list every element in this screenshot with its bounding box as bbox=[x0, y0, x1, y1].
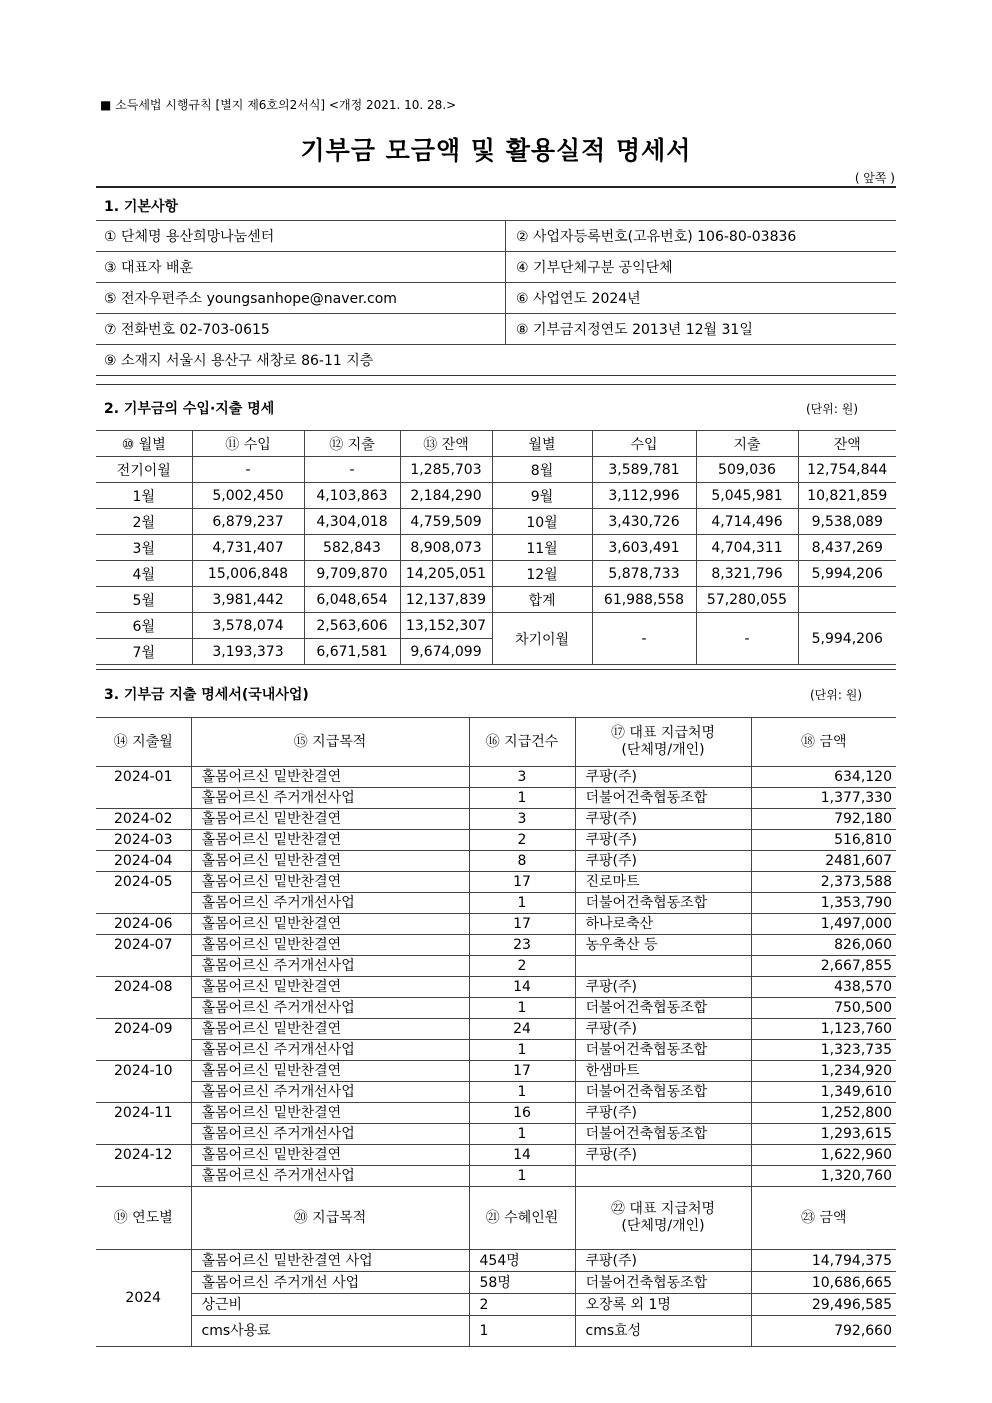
purpose: 홀몸어르신 밑반찬결연 bbox=[191, 914, 469, 935]
income-row bbox=[96, 587, 896, 613]
expense-2: 5,045,981 bbox=[696, 483, 798, 509]
count: 1 bbox=[469, 998, 575, 1019]
expense-month bbox=[96, 788, 191, 809]
purpose: 홀몸어르신 주거개선사업 bbox=[191, 1040, 469, 1061]
recipient bbox=[575, 956, 751, 977]
balance: 13,152,307 bbox=[400, 613, 492, 639]
count: 1 bbox=[469, 893, 575, 914]
amount: 826,060 bbox=[751, 935, 896, 956]
beneficiaries: 454명 bbox=[469, 1250, 575, 1272]
income-expense-table bbox=[96, 430, 896, 665]
recipient: 더불어건축협동조합 bbox=[575, 1124, 751, 1145]
recipient: 쿠팡(주) bbox=[575, 1103, 751, 1124]
expense-row bbox=[96, 1061, 896, 1082]
amount: 1,497,000 bbox=[751, 914, 896, 935]
income: - bbox=[192, 457, 304, 483]
carry-forward-expense: - bbox=[696, 613, 798, 665]
count: 2 bbox=[469, 830, 575, 851]
year-amount: 792,660 bbox=[751, 1316, 896, 1347]
income-2: 3,603,491 bbox=[592, 535, 696, 561]
amount: 516,810 bbox=[751, 830, 896, 851]
header-balance-2: 잔액 bbox=[798, 431, 896, 457]
expense-month: 2024-07 bbox=[96, 935, 191, 956]
expense-month bbox=[96, 998, 191, 1019]
amount: 1,123,760 bbox=[751, 1019, 896, 1040]
purpose: 홀몸어르신 밑반찬결연 bbox=[191, 977, 469, 998]
amount: 792,180 bbox=[751, 809, 896, 830]
month-2: 합계 bbox=[492, 587, 592, 613]
purpose: 홀몸어르신 밑반찬결연 bbox=[191, 872, 469, 893]
income-2: 3,112,996 bbox=[592, 483, 696, 509]
expense-2: 8,321,796 bbox=[696, 561, 798, 587]
recipient: 쿠팡(주) bbox=[575, 809, 751, 830]
year-amount: 14,794,375 bbox=[751, 1250, 896, 1272]
expense-row bbox=[96, 1145, 896, 1166]
expense-row bbox=[96, 956, 896, 977]
email: ⑤ 전자우편주소 youngsanhope@naver.com bbox=[96, 283, 506, 314]
expense-row bbox=[96, 1166, 896, 1187]
expense-row bbox=[96, 788, 896, 809]
year-summary-row bbox=[96, 1316, 896, 1347]
purpose: 홀몸어르신 밑반찬결연 bbox=[191, 1103, 469, 1124]
balance-2: 8,437,269 bbox=[798, 535, 896, 561]
month: 전기이월 bbox=[96, 457, 192, 483]
expense-2: 4,704,311 bbox=[696, 535, 798, 561]
balance: 12,137,839 bbox=[400, 587, 492, 613]
carry-forward-label: 차기이월 bbox=[492, 613, 592, 665]
amount: 1,349,610 bbox=[751, 1082, 896, 1103]
amount: 1,323,735 bbox=[751, 1040, 896, 1061]
expense-row bbox=[96, 914, 896, 935]
carry-forward-balance: 5,994,206 bbox=[798, 613, 896, 665]
year-recipient: 오장록 외 1명 bbox=[575, 1294, 751, 1316]
recipient: 더불어건축협동조합 bbox=[575, 893, 751, 914]
year-summary-row bbox=[96, 1272, 896, 1294]
income-2: 61,988,558 bbox=[592, 587, 696, 613]
amount: 750,500 bbox=[751, 998, 896, 1019]
income: 3,578,074 bbox=[192, 613, 304, 639]
expense-2: 509,036 bbox=[696, 457, 798, 483]
expense-row bbox=[96, 1040, 896, 1061]
balance-2: 10,821,859 bbox=[798, 483, 896, 509]
income-row bbox=[96, 561, 896, 587]
purpose: 홀몸어르신 밑반찬결연 bbox=[191, 809, 469, 830]
count: 1 bbox=[469, 1166, 575, 1187]
expense-row bbox=[96, 809, 896, 830]
recipient: 쿠팡(주) bbox=[575, 767, 751, 788]
header-month-2: 월별 bbox=[492, 431, 592, 457]
expense: 4,304,018 bbox=[304, 509, 400, 535]
purpose: 홀몸어르신 밑반찬결연 bbox=[191, 851, 469, 872]
beneficiaries: 1 bbox=[469, 1316, 575, 1347]
month-2: 8월 bbox=[492, 457, 592, 483]
designation-year: ⑧ 기부금지정연도 2013년 12월 31일 bbox=[506, 314, 897, 345]
purpose: 홀몸어르신 밑반찬결연 bbox=[191, 1145, 469, 1166]
header-beneficiaries: ㉑ 수혜인원 bbox=[469, 1187, 575, 1250]
purpose: 홀몸어르신 밑반찬결연 bbox=[191, 830, 469, 851]
income-2: 5,878,733 bbox=[592, 561, 696, 587]
balance-2: 5,994,206 bbox=[798, 561, 896, 587]
income: 15,006,848 bbox=[192, 561, 304, 587]
balance: 4,759,509 bbox=[400, 509, 492, 535]
header-expense-month: ⑭ 지출월 bbox=[96, 718, 191, 767]
basic-info-table bbox=[96, 220, 896, 376]
year-amount: 10,686,665 bbox=[751, 1272, 896, 1294]
org-category: ④ 기부단체구분 공익단체 bbox=[506, 252, 897, 283]
count: 3 bbox=[469, 767, 575, 788]
count: 16 bbox=[469, 1103, 575, 1124]
amount: 2,667,855 bbox=[751, 956, 896, 977]
header-year-purpose: ⑳ 지급목적 bbox=[191, 1187, 469, 1250]
expense-row bbox=[96, 1082, 896, 1103]
expense: 2,563,606 bbox=[304, 613, 400, 639]
header-income-2: 수입 bbox=[592, 431, 696, 457]
amount: 1,234,920 bbox=[751, 1061, 896, 1082]
income: 6,879,237 bbox=[192, 509, 304, 535]
expense-row bbox=[96, 767, 896, 788]
count: 14 bbox=[469, 977, 575, 998]
recipient: 쿠팡(주) bbox=[575, 830, 751, 851]
expense-2: 4,714,496 bbox=[696, 509, 798, 535]
year-purpose: 홀몸어르신 주거개선 사업 bbox=[191, 1272, 469, 1294]
amount: 438,570 bbox=[751, 977, 896, 998]
month: 4월 bbox=[96, 561, 192, 587]
recipient: 쿠팡(주) bbox=[575, 851, 751, 872]
recipient: 하나로축산 bbox=[575, 914, 751, 935]
count: 17 bbox=[469, 872, 575, 893]
month-2: 9월 bbox=[492, 483, 592, 509]
expense-detail-table bbox=[96, 717, 896, 1347]
section2-unit: (단위: 원) bbox=[806, 402, 858, 416]
representative: ③ 대표자 배훈 bbox=[96, 252, 506, 283]
expense-header-row bbox=[96, 718, 896, 767]
count: 2 bbox=[469, 956, 575, 977]
header-year-recipient: ㉒ 대표 지급처명 (단체명/개인) bbox=[575, 1187, 751, 1250]
month-2: 11월 bbox=[492, 535, 592, 561]
purpose: 홀몸어르신 밑반찬결연 bbox=[191, 1019, 469, 1040]
year-amount: 29,496,585 bbox=[751, 1294, 896, 1316]
purpose: 홀몸어르신 주거개선사업 bbox=[191, 1082, 469, 1103]
expense-row bbox=[96, 1019, 896, 1040]
count: 23 bbox=[469, 935, 575, 956]
income: 3,193,373 bbox=[192, 639, 304, 665]
year-summary-row bbox=[96, 1250, 896, 1272]
year-purpose: 홀몸어르신 밑반찬결연 사업 bbox=[191, 1250, 469, 1272]
expense-month: 2024-01 bbox=[96, 767, 191, 788]
expense-month: 2024-04 bbox=[96, 851, 191, 872]
recipient: 쿠팡(주) bbox=[575, 977, 751, 998]
purpose: 홀몸어르신 주거개선사업 bbox=[191, 998, 469, 1019]
purpose: 홀몸어르신 밑반찬결연 bbox=[191, 1061, 469, 1082]
income: 5,002,450 bbox=[192, 483, 304, 509]
carry-forward-income: - bbox=[592, 613, 696, 665]
header-purpose: ⑮ 지급목적 bbox=[191, 718, 469, 767]
expense-row bbox=[96, 998, 896, 1019]
expense-month: 2024-05 bbox=[96, 872, 191, 893]
month-2: 10월 bbox=[492, 509, 592, 535]
header-recipient: ⑰ 대표 지급처명 (단체명/개인) bbox=[575, 718, 751, 767]
header-year-amount: ㉓ 금액 bbox=[751, 1187, 896, 1250]
business-year: ⑥ 사업연도 2024년 bbox=[506, 283, 897, 314]
recipient: 더불어건축협동조합 bbox=[575, 788, 751, 809]
month: 1월 bbox=[96, 483, 192, 509]
amount: 1,377,330 bbox=[751, 788, 896, 809]
header-balance: ⑬ 잔액 bbox=[400, 431, 492, 457]
expense-row bbox=[96, 935, 896, 956]
recipient: 쿠팡(주) bbox=[575, 1019, 751, 1040]
expense-month: 2024-09 bbox=[96, 1019, 191, 1040]
amount: 2,373,588 bbox=[751, 872, 896, 893]
purpose: 홀몸어르신 주거개선사업 bbox=[191, 1124, 469, 1145]
recipient: 농우축산 등 bbox=[575, 935, 751, 956]
month: 3월 bbox=[96, 535, 192, 561]
expense: 6,671,581 bbox=[304, 639, 400, 665]
section3-title: 3. 기부금 지출 명세서(국내사업) bbox=[104, 687, 309, 703]
balance: 1,285,703 bbox=[400, 457, 492, 483]
income-row bbox=[96, 535, 896, 561]
count: 17 bbox=[469, 1061, 575, 1082]
expense-month: 2024-03 bbox=[96, 830, 191, 851]
expense-month bbox=[96, 1124, 191, 1145]
amount: 1,622,960 bbox=[751, 1145, 896, 1166]
count: 1 bbox=[469, 788, 575, 809]
count: 14 bbox=[469, 1145, 575, 1166]
expense-month: 2024-08 bbox=[96, 977, 191, 998]
expense-month: 2024-06 bbox=[96, 914, 191, 935]
purpose: 홀몸어르신 밑반찬결연 bbox=[191, 935, 469, 956]
recipient: 한샘마트 bbox=[575, 1061, 751, 1082]
front-side-label: ( 앞쪽 ) bbox=[854, 171, 895, 185]
section3-unit: (단위: 원) bbox=[810, 688, 862, 702]
header-count: ⑯ 지급건수 bbox=[469, 718, 575, 767]
income-2: 3,589,781 bbox=[592, 457, 696, 483]
income-row bbox=[96, 509, 896, 535]
month: 6월 bbox=[96, 613, 192, 639]
recipient bbox=[575, 1166, 751, 1187]
purpose: 홀몸어르신 주거개선사업 bbox=[191, 788, 469, 809]
count: 8 bbox=[469, 851, 575, 872]
expense: 6,048,654 bbox=[304, 587, 400, 613]
recipient: 쿠팡(주) bbox=[575, 1145, 751, 1166]
amount: 1,252,800 bbox=[751, 1103, 896, 1124]
header-expense: ⑫ 지출 bbox=[304, 431, 400, 457]
balance-2: 9,538,089 bbox=[798, 509, 896, 535]
year-recipient: 더불어건축협동조합 bbox=[575, 1272, 751, 1294]
beneficiaries: 58명 bbox=[469, 1272, 575, 1294]
expense-row bbox=[96, 1124, 896, 1145]
balance: 14,205,051 bbox=[400, 561, 492, 587]
org-name: ① 단체명 용산희망나눔센터 bbox=[96, 221, 506, 252]
header-income: ⑪ 수입 bbox=[192, 431, 304, 457]
recipient: 더불어건축협동조합 bbox=[575, 1040, 751, 1061]
income-2: 3,430,726 bbox=[592, 509, 696, 535]
year-summary-row bbox=[96, 1294, 896, 1316]
purpose: 홀몸어르신 주거개선사업 bbox=[191, 893, 469, 914]
registration-number: ② 사업자등록번호(고유번호) 106-80-03836 bbox=[506, 221, 897, 252]
header-year: ⑲ 연도별 bbox=[96, 1187, 191, 1250]
income-row bbox=[96, 483, 896, 509]
phone-number: ⑦ 전화번호 02-703-0615 bbox=[96, 314, 506, 345]
header-amount: ⑱ 금액 bbox=[751, 718, 896, 767]
expense: - bbox=[304, 457, 400, 483]
expense: 9,709,870 bbox=[304, 561, 400, 587]
amount: 1,353,790 bbox=[751, 893, 896, 914]
income-row-6 bbox=[96, 613, 896, 639]
count: 1 bbox=[469, 1082, 575, 1103]
expense-month bbox=[96, 1166, 191, 1187]
year-recipient: cms효성 bbox=[575, 1316, 751, 1347]
expense-row bbox=[96, 872, 896, 893]
expense-row bbox=[96, 977, 896, 998]
section2-title: 2. 기부금의 수입·지출 명세 bbox=[104, 401, 275, 417]
recipient: 더불어건축협동조합 bbox=[575, 998, 751, 1019]
count: 24 bbox=[469, 1019, 575, 1040]
recipient: 더불어건축협동조합 bbox=[575, 1082, 751, 1103]
income: 3,981,442 bbox=[192, 587, 304, 613]
income-row bbox=[96, 457, 896, 483]
month: 7월 bbox=[96, 639, 192, 665]
expense-month: 2024-02 bbox=[96, 809, 191, 830]
page-title: 기부금 모금액 및 활용실적 명세서 bbox=[300, 136, 692, 165]
expense-month bbox=[96, 893, 191, 914]
expense-month: 2024-10 bbox=[96, 1061, 191, 1082]
expense: 582,843 bbox=[304, 535, 400, 561]
count: 1 bbox=[469, 1040, 575, 1061]
year-purpose: 상근비 bbox=[191, 1294, 469, 1316]
expense-month bbox=[96, 1082, 191, 1103]
form-reference-note: ■ 소득세법 시행규칙 [별지 제6호의2서식] <개정 2021. 10. 28.> bbox=[100, 98, 457, 112]
beneficiaries: 2 bbox=[469, 1294, 575, 1316]
year-purpose: cms사용료 bbox=[191, 1316, 469, 1347]
recipient: 진로마트 bbox=[575, 872, 751, 893]
header-month: ⑩ 월별 bbox=[96, 431, 192, 457]
month-2: 12월 bbox=[492, 561, 592, 587]
purpose: 홀몸어르신 주거개선사업 bbox=[191, 1166, 469, 1187]
expense-2: 57,280,055 bbox=[696, 587, 798, 613]
expense-month: 2024-11 bbox=[96, 1103, 191, 1124]
expense-row bbox=[96, 830, 896, 851]
amount: 2481,607 bbox=[751, 851, 896, 872]
expense-month: 2024-12 bbox=[96, 1145, 191, 1166]
expense-row bbox=[96, 1103, 896, 1124]
count: 1 bbox=[469, 1124, 575, 1145]
amount: 634,120 bbox=[751, 767, 896, 788]
income: 4,731,407 bbox=[192, 535, 304, 561]
count: 17 bbox=[469, 914, 575, 935]
expense-row bbox=[96, 851, 896, 872]
expense-month bbox=[96, 956, 191, 977]
month: 5월 bbox=[96, 587, 192, 613]
purpose: 홀몸어르신 주거개선사업 bbox=[191, 956, 469, 977]
header-expense-2: 지출 bbox=[696, 431, 798, 457]
amount: 1,320,760 bbox=[751, 1166, 896, 1187]
balance: 9,674,099 bbox=[400, 639, 492, 665]
purpose: 홀몸어르신 밑반찬결연 bbox=[191, 767, 469, 788]
section1-title: 1. 기본사항 bbox=[104, 199, 179, 215]
expense-row bbox=[96, 893, 896, 914]
income-header-row bbox=[96, 431, 896, 457]
year-header-row bbox=[96, 1187, 896, 1250]
count: 3 bbox=[469, 809, 575, 830]
expense: 4,103,863 bbox=[304, 483, 400, 509]
month: 2월 bbox=[96, 509, 192, 535]
balance-2: 12,754,844 bbox=[798, 457, 896, 483]
balance: 8,908,073 bbox=[400, 535, 492, 561]
expense-month bbox=[96, 1040, 191, 1061]
balance-2 bbox=[798, 587, 896, 613]
year-recipient: 쿠팡(주) bbox=[575, 1250, 751, 1272]
address: ⑨ 소재지 서울시 용산구 새창로 86-11 지층 bbox=[96, 345, 896, 376]
amount: 1,293,615 bbox=[751, 1124, 896, 1145]
year-label: 2024 bbox=[96, 1250, 191, 1347]
balance: 2,184,290 bbox=[400, 483, 492, 509]
